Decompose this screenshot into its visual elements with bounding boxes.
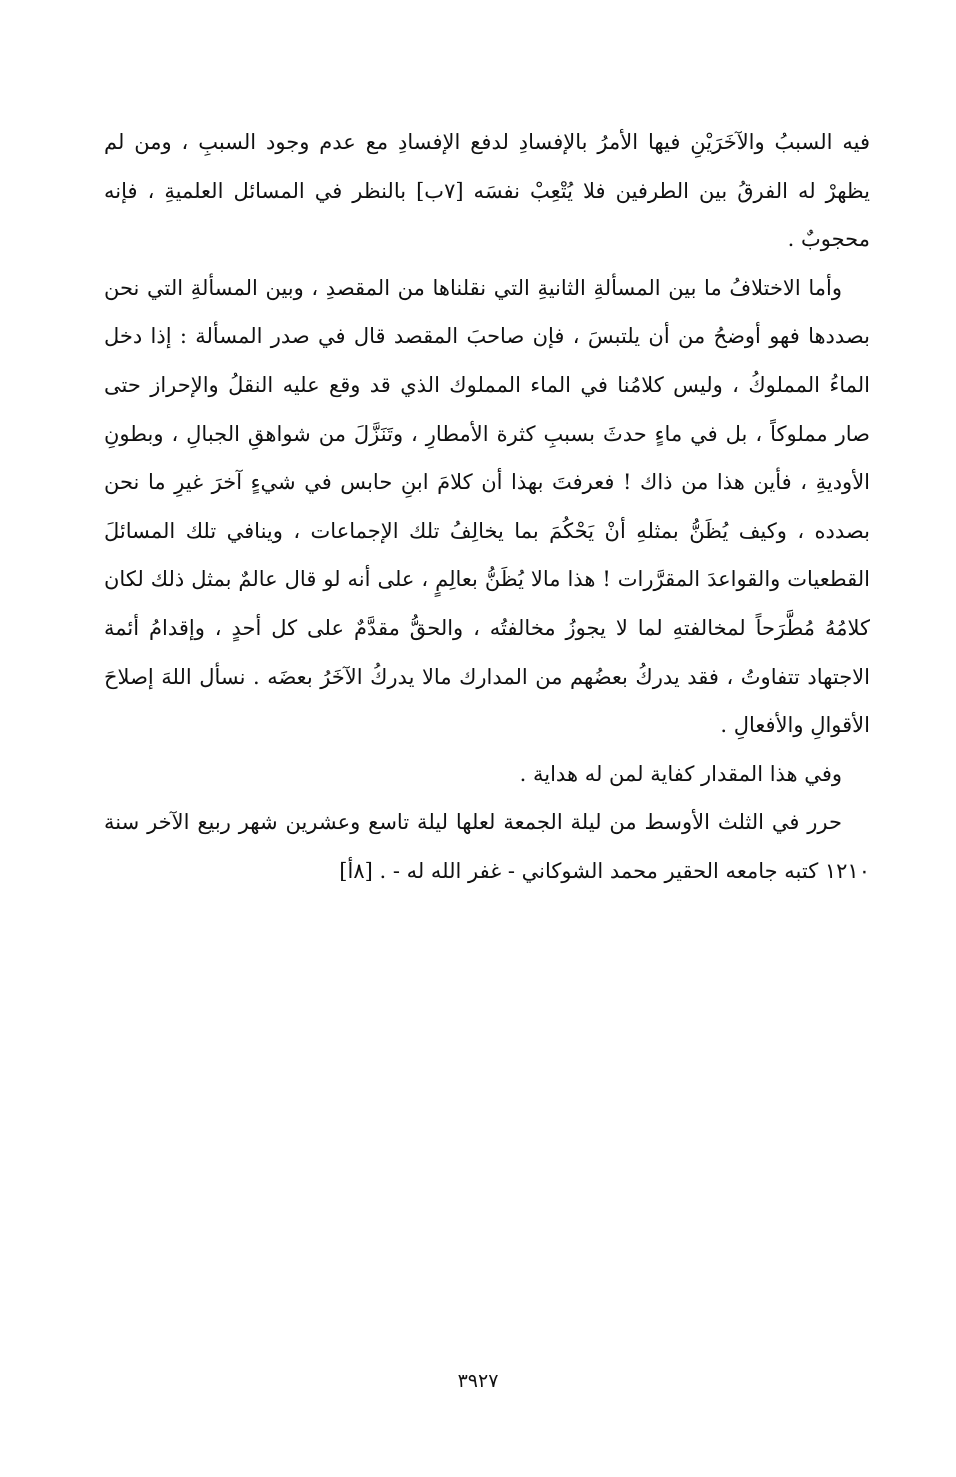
page-body [104,118,870,896]
page-number: ٣٩٢٧ [457,1370,499,1392]
paragraph-3: وفي هذا المقدار كفاية لمن له هداية . [519,761,842,786]
paragraph-2: وأما الاختلافُ ما بين المسألةِ الثانيةِ التي نقلناها من المقصدِ ، وبين المسألةِ التي نحن بصددها فهو أوضحُ من أن يلتبسَ ، فإن صاحبَ المقصد قال في صدر المسألة : إذا دخل الماءُ المملوكُ ، وليس كلامُنا في الماء المملوك الذي قد وقع عليه النقلُ والإحراز حتى صار مملوكاً ، بل في ماءٍ حدثَ بسببِ كثرة الأمطارِ ، وتَنَزَّلَ من شواهقِ الجبالِ ، وبطونِ الأوديةِ ، فأين هذا من ذاك ! فعرفتَ بهذا أن كلامَ ابنِ حابس في شيءٍ آخرَ غيرِ ما نحن بصدده ، وكيف يُظَنُّ بمثلهِ أنْ يَحْكُمَ بما يخالِفُ تلك الإجماعات ، وينافي تلك المسائلَ القطعيات والقواعدَ المقرَّرات ! هذا مالا يُظَنُّ بعالِمٍ ، على أنه لو قال عالمٌ بمثل ذلك لكان كلامُهُ مُطَّرَحاً لمخالفتهِ لما لا يجوزُ مخالفتُه ، والحقُّ مقدَّمٌ على كل أحدٍ ، وإقدامُ أئمة الاجتهاد تتفاوتُ ، فقد يدركُ بعضُهم من المدارك مالا يدركُ الآخَرُ بعضَه . نسأل اللهَ إصلاحَ الأقوالِ والأفعالِ . [104,275,870,738]
paragraph-1: فيه السببُ والآخَرَيْنِ فيها الأمرُ بالإفسادِ لدفع الإفسادِ مع عدم وجود السببِ ، ومن لم يظهرْ له الفرقُ بين الطرفين فلا يُتْعِبْ نفسَه [٧ب] بالنظر في المسائل العلميةِ ، فإنه محجوبٌ . [104,130,870,252]
paragraph-4: حرر في الثلث الأوسط من ليلة الجمعة لعلها ليلة تاسع وعشرين شهر ربيع الآخر سنة ١٢١٠ كتبه جامعه الحقير محمد الشوكاني - غفر الله له - . [٨أ] [104,810,870,883]
